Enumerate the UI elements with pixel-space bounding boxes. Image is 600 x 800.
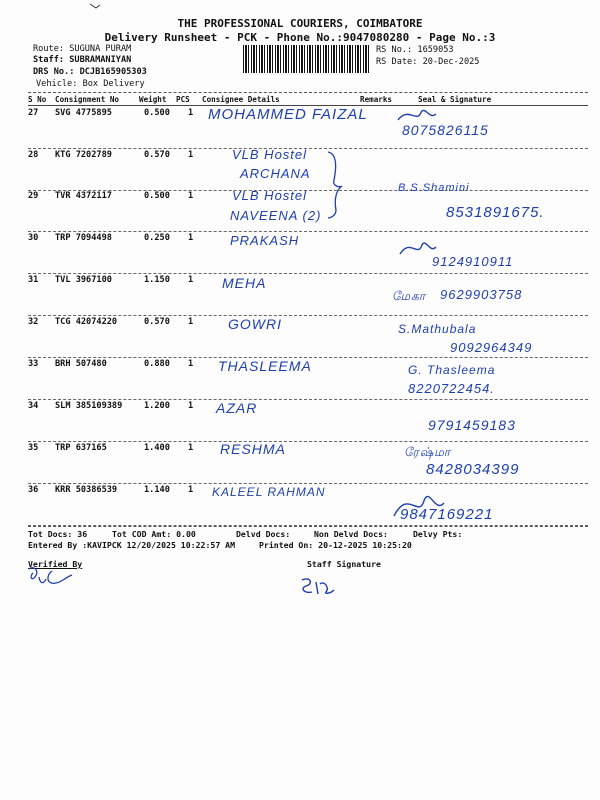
table-row <box>28 317 588 329</box>
col-consignee: Consignee Details <box>202 95 280 104</box>
handwritten-receiver-phone: 9629903758 <box>440 287 523 302</box>
table-row <box>28 401 588 413</box>
col-remarks: Remarks <box>360 95 393 104</box>
handwritten-consignee: AZAR <box>216 400 258 416</box>
tot-cod-amount: Tot COD Amt: 0.00 <box>112 529 196 539</box>
handwritten-receiver-phone: 8428034399 <box>426 461 520 478</box>
row-consignment: SLM 385109389 <box>55 401 123 411</box>
row-sno: 31 <box>28 275 39 285</box>
row-pcs: 1 <box>188 150 194 160</box>
handwritten-receiver-phone: 9847169221 <box>400 506 494 523</box>
staff-signature-icon <box>296 574 336 598</box>
row-divider <box>28 441 588 442</box>
non-delivered-docs: Non Delvd Docs: <box>314 529 388 539</box>
row-divider <box>28 315 588 316</box>
col-weight: Weight <box>139 95 167 104</box>
rs-number: RS No.: 1659053 <box>376 45 454 55</box>
curly-brace-icon <box>326 150 346 220</box>
row-sno: 28 <box>28 150 39 160</box>
row-weight: 0.250 <box>144 233 170 243</box>
handwritten-consignee: THASLEEMA <box>218 358 312 374</box>
handwritten-consignee: KALEEL RAHMAN <box>212 485 326 499</box>
handwritten-receiver-name: மேகா <box>392 289 427 303</box>
row-sno: 34 <box>28 401 39 411</box>
handwritten-receiver-name: B.S.Shamini <box>398 182 470 194</box>
row-sno: 35 <box>28 443 39 453</box>
handwritten-consignee-line2: ARCHANA <box>240 166 311 181</box>
handwritten-receiver-name: G. Thasleema <box>408 363 496 377</box>
handwritten-receiver-phone: 8220722454. <box>408 381 495 396</box>
col-consignment: Consignment No <box>55 95 120 104</box>
row-sno: 33 <box>28 359 39 369</box>
table-row <box>28 275 588 287</box>
table-row <box>28 443 588 455</box>
row-sno: 27 <box>28 108 39 118</box>
row-consignment: TRP 637165 <box>55 443 107 453</box>
signature-scribble-icon <box>396 104 438 124</box>
col-sno: S No <box>28 95 47 104</box>
barcode <box>243 45 371 73</box>
route-field: Route: SUGUNA PURAM <box>33 44 132 54</box>
row-pcs: 1 <box>188 108 194 118</box>
row-consignment: TCG 42074220 <box>55 317 118 327</box>
printed-on: Printed On: 20-12-2025 10:25:20 <box>259 540 412 550</box>
row-pcs: 1 <box>188 275 194 285</box>
handwritten-receiver-phone: 8075826115 <box>402 122 489 138</box>
row-weight: 1.150 <box>144 275 170 285</box>
row-consignment: BRH 507480 <box>55 359 107 369</box>
row-sno: 36 <box>28 485 39 495</box>
row-consignment: TVR 4372117 <box>55 191 112 201</box>
row-divider <box>28 399 588 400</box>
drs-field: DRS No.: DCJB165905303 <box>33 67 147 77</box>
delivery-points: Delvy Pts: <box>413 529 463 539</box>
handwritten-consignee: VLB Hostel <box>232 147 308 162</box>
row-weight: 1.140 <box>144 485 170 495</box>
row-pcs: 1 <box>188 317 194 327</box>
handwritten-consignee: RESHMA <box>220 441 286 457</box>
entered-by: Entered By :KAVIPCK 12/20/2025 10:22:57 AM <box>28 540 236 550</box>
row-divider <box>28 483 588 484</box>
staff-field: Staff: SUBRAMANIYAN <box>33 55 132 65</box>
row-divider <box>28 231 588 232</box>
row-weight: 0.880 <box>144 359 170 369</box>
verified-signature-icon <box>26 563 76 591</box>
handwritten-consignee: VLB Hostel <box>232 188 308 203</box>
company-title: THE PROFESSIONAL COURIERS, COIMBATORE <box>177 17 423 30</box>
row-pcs: 1 <box>188 359 194 369</box>
row-weight: 0.500 <box>144 191 170 201</box>
row-weight: 0.570 <box>144 150 170 160</box>
handwritten-consignee: MEHA <box>222 275 267 291</box>
handwritten-receiver-phone: 9124910911 <box>432 254 514 269</box>
column-header <box>28 95 588 105</box>
delivered-docs: Delvd Docs: <box>236 529 291 539</box>
handwritten-consignee: MOHAMMED FAIZAL <box>208 106 368 123</box>
rs-date: RS Date: 20-Dec-2025 <box>376 57 480 67</box>
row-pcs: 1 <box>188 233 194 243</box>
row-consignment: KRR 50386539 <box>55 485 118 495</box>
signature-scribble-icon <box>392 486 446 520</box>
table-row <box>28 233 588 245</box>
runsheet-subtitle: Delivery Runsheet - PCK - Phone No.:9047080280 - Page No.:3 <box>104 31 496 44</box>
handwritten-consignee-line2: NAVEENA (2) <box>230 208 322 223</box>
row-consignment: TRP 7094498 <box>55 233 112 243</box>
handwritten-receiver-phone: 9092964349 <box>450 340 533 355</box>
col-seal-signature: Seal & Signature <box>418 95 492 104</box>
handwritten-receiver-phone: 9791459183 <box>428 417 516 433</box>
row-sno: 32 <box>28 317 39 327</box>
signature-scribble-icon <box>398 236 438 258</box>
row-weight: 1.400 <box>144 443 170 453</box>
table-row <box>28 191 588 203</box>
row-consignment: SVG 4775895 <box>55 108 112 118</box>
table-row <box>28 150 588 162</box>
handwritten-consignee: GOWRI <box>228 316 282 332</box>
staff-signature-label: Staff Signature <box>307 559 381 569</box>
row-divider <box>28 148 588 149</box>
col-pcs: PCS <box>176 95 190 104</box>
tot-docs: Tot Docs: 36 <box>28 529 88 539</box>
handwritten-consignee: PRAKASH <box>230 233 300 248</box>
verified-by-label: Verified By <box>28 559 83 569</box>
handwritten-receiver-name: S.Mathubala <box>398 322 477 336</box>
row-weight: 0.570 <box>144 317 170 327</box>
row-consignment: TVL 3967100 <box>55 275 112 285</box>
row-sno: 29 <box>28 191 39 201</box>
row-sno: 30 <box>28 233 39 243</box>
handwritten-receiver-phone: 8531891675. <box>446 204 545 221</box>
row-pcs: 1 <box>188 191 194 201</box>
pen-mark-icon <box>88 2 102 10</box>
row-divider <box>28 273 588 274</box>
row-pcs: 1 <box>188 443 194 453</box>
row-weight: 0.500 <box>144 108 170 118</box>
row-consignment: KTG 7202789 <box>55 150 112 160</box>
row-pcs: 1 <box>188 401 194 411</box>
row-pcs: 1 <box>188 485 194 495</box>
handwritten-receiver-name: ரேஷ்மா <box>404 445 452 459</box>
vehicle-field: Vehicle: Box Delivery <box>36 79 145 89</box>
row-weight: 1.200 <box>144 401 170 411</box>
